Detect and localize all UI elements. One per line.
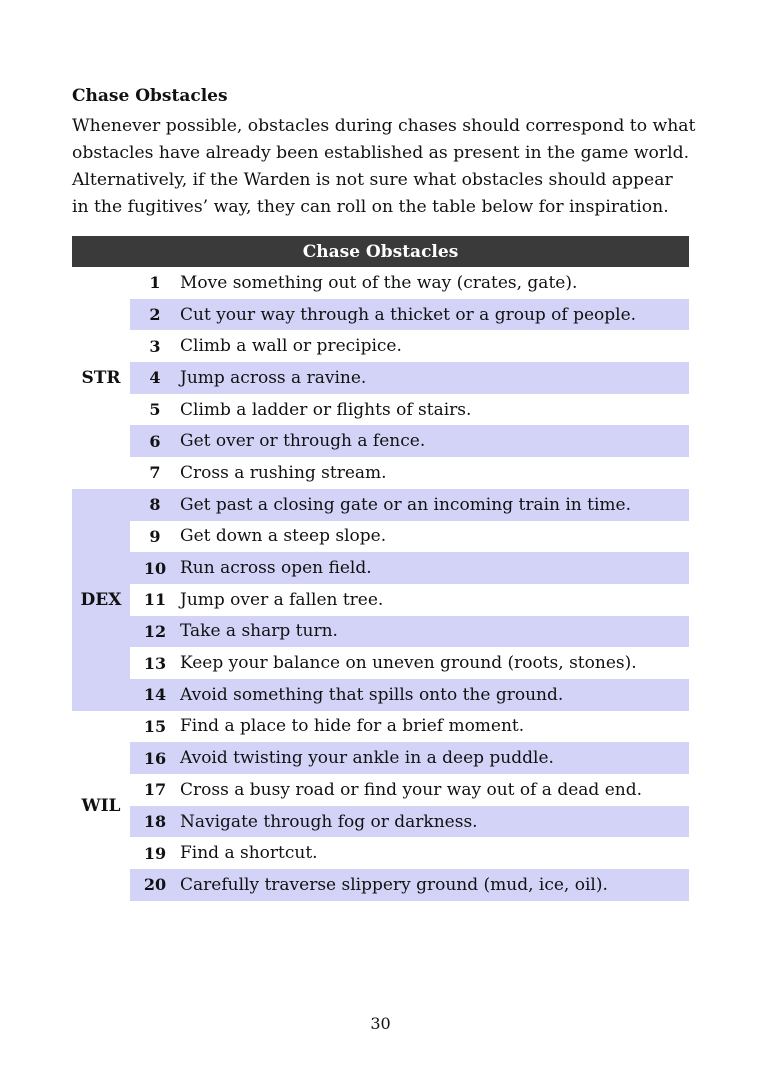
table-row — [130, 837, 689, 869]
roll-number: 10 — [143, 558, 167, 578]
table-row — [130, 584, 689, 616]
obstacle-text: Get down a steep slope. — [180, 526, 387, 547]
obstacle-text: Get over or through a fence. — [180, 431, 426, 452]
table-row — [130, 647, 689, 679]
group-label: STR — [72, 267, 130, 489]
obstacle-text: Run across open field. — [180, 558, 372, 579]
group-label: WIL — [72, 711, 130, 901]
roll-number: 19 — [143, 843, 167, 863]
intro-line: Alternatively, if the Warden is not sure what obstacles should appear — [72, 170, 673, 190]
obstacle-text: Take a sharp turn. — [180, 621, 338, 642]
table-row — [130, 742, 689, 774]
roll-number: 3 — [149, 336, 161, 356]
obstacle-text: Avoid something that spills onto the ground. — [180, 684, 564, 705]
obstacle-text: Find a shortcut. — [180, 843, 318, 864]
roll-number: 20 — [143, 875, 167, 895]
roll-number: 8 — [149, 495, 161, 515]
table-body — [72, 267, 689, 901]
group-label: DEX — [72, 489, 130, 711]
table-row — [130, 774, 689, 806]
roll-number: 15 — [143, 716, 167, 736]
table-row — [130, 616, 689, 648]
group-rows — [130, 711, 689, 901]
table-row — [130, 394, 689, 426]
intro-line: obstacles have already been established as present in the game world. — [72, 143, 690, 163]
roll-number: 9 — [149, 526, 161, 546]
table-group-str — [72, 267, 689, 489]
obstacle-text: Cross a rushing stream. — [180, 462, 387, 483]
roll-number: 2 — [149, 305, 161, 325]
obstacle-text: Cut your way through a thicket or a group of people. — [180, 304, 637, 325]
page-number: 30 — [370, 1014, 391, 1033]
table-row — [130, 489, 689, 521]
obstacle-text: Climb a wall or precipice. — [180, 336, 402, 357]
table-row — [130, 330, 689, 362]
roll-number: 12 — [143, 621, 167, 641]
table-row — [130, 457, 689, 489]
section-heading: Chase Obstacles — [72, 86, 228, 106]
obstacle-text: Keep your balance on uneven ground (roots, stones). — [180, 653, 637, 674]
obstacle-text: Find a place to hide for a brief moment. — [180, 716, 525, 737]
group-rows — [130, 489, 689, 711]
table-row — [130, 267, 689, 299]
obstacle-text: Avoid twisting your ankle in a deep puddle. — [180, 748, 554, 769]
roll-number: 14 — [143, 685, 167, 705]
table-row — [130, 362, 689, 394]
table-row — [130, 679, 689, 711]
obstacle-text: Climb a ladder or flights of stairs. — [180, 399, 472, 420]
roll-number: 18 — [143, 812, 167, 832]
roll-number: 5 — [149, 400, 161, 420]
table-row — [130, 806, 689, 838]
roll-number: 1 — [149, 273, 161, 293]
table-row — [130, 869, 689, 901]
intro-line: in the fugitives’ way, they can roll on the table below for inspiration. — [72, 197, 669, 217]
roll-number: 7 — [149, 463, 161, 483]
obstacle-text: Navigate through fog or darkness. — [180, 811, 478, 832]
roll-number: 4 — [149, 368, 161, 388]
obstacle-text: Carefully traverse slippery ground (mud, ice, oil). — [180, 874, 608, 895]
group-rows — [130, 267, 689, 489]
roll-number: 17 — [143, 780, 167, 800]
table-row — [130, 711, 689, 743]
roll-number: 16 — [143, 748, 167, 768]
obstacle-text: Jump over a fallen tree. — [180, 589, 384, 610]
obstacle-text: Jump across a ravine. — [180, 367, 367, 388]
table-row — [130, 521, 689, 553]
table-header: Chase Obstacles — [72, 236, 689, 267]
obstacle-text: Move something out of the way (crates, gate). — [180, 272, 578, 293]
roll-number: 11 — [143, 590, 167, 610]
roll-number: 13 — [143, 653, 167, 673]
table-row — [130, 299, 689, 331]
table-row — [130, 552, 689, 584]
table-row — [130, 425, 689, 457]
intro-paragraph — [72, 113, 702, 221]
obstacle-text: Cross a busy road or find your way out of a dead end. — [180, 779, 643, 800]
roll-number: 6 — [149, 431, 161, 451]
intro-line: Whenever possible, obstacles during chases should correspond to what — [72, 116, 696, 136]
obstacle-text: Get past a closing gate or an incoming train in time. — [180, 494, 632, 515]
table-group-wil — [72, 711, 689, 901]
chase-obstacles-table — [72, 236, 689, 901]
table-group-dex — [72, 489, 689, 711]
